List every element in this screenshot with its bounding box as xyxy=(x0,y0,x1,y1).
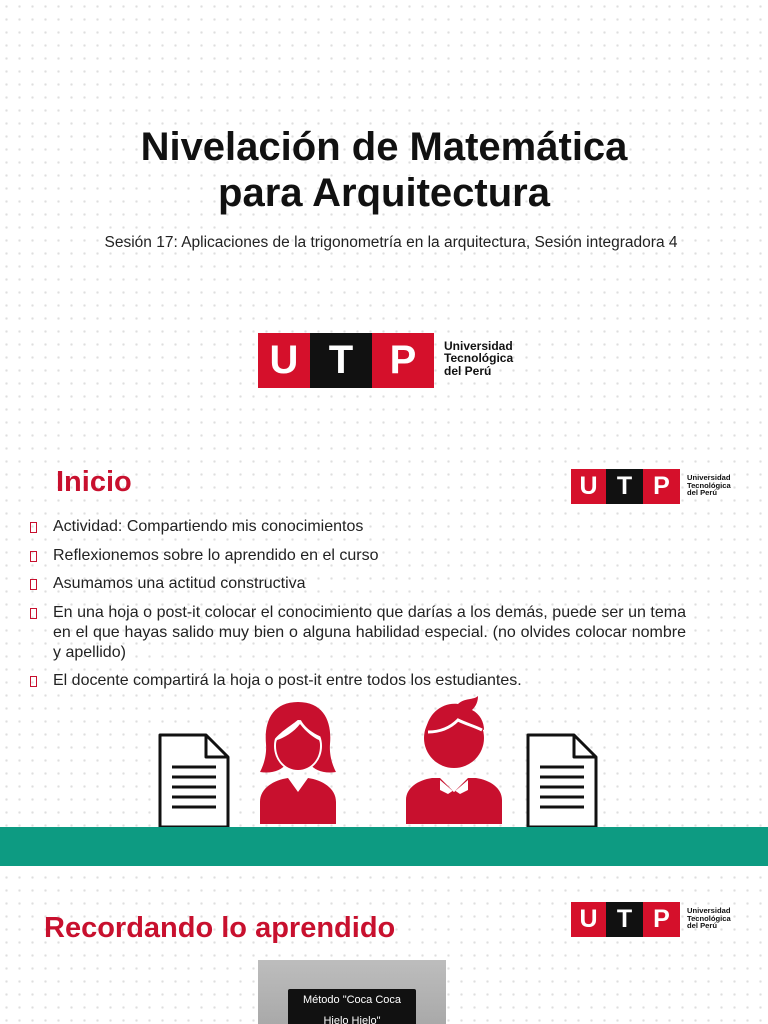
session-subtitle: Sesión 17: Aplicaciones de la trigonometría en la arquitectura, Sesión integradora 4 xyxy=(104,234,678,251)
logo-name-line1: Universidad xyxy=(444,338,513,353)
logo-letter-u: U xyxy=(258,333,310,388)
list-item xyxy=(30,671,686,691)
section-heading-inicio: Inicio xyxy=(56,466,132,498)
list-item xyxy=(30,517,686,537)
list-item-text: El docente compartirá la hoja o post-it entre todos los estudiantes. xyxy=(53,672,522,689)
bullet-icon xyxy=(30,579,37,590)
course-title-line1: Nivelación de Matemática xyxy=(140,125,628,169)
course-title xyxy=(0,124,768,216)
title-slide xyxy=(0,0,768,430)
logo-name-line2: Tecnológica xyxy=(687,913,731,923)
section-heading-recordando: Recordando lo aprendido xyxy=(44,912,396,944)
slide-divider-band xyxy=(0,827,768,866)
logo-letter-p: P xyxy=(643,902,680,937)
logo-letter-p: P xyxy=(372,333,434,388)
logo-name-line2: Tecnológica xyxy=(687,480,731,490)
list-item-text: Reflexionemos sobre lo aprendido en el curso xyxy=(53,546,379,564)
logo-name-line1: Universidad xyxy=(687,905,731,915)
logo-name-line1: Universidad xyxy=(687,472,731,482)
logo-name-line2: Tecnológica xyxy=(444,351,514,366)
course-title-line2: para Arquitectura xyxy=(218,171,550,215)
logo-university-name xyxy=(687,907,731,931)
logo-letter-t: T xyxy=(606,902,643,937)
logo-letter-u: U xyxy=(571,469,606,504)
bullet-icon xyxy=(30,551,37,562)
logo-letter-p: P xyxy=(643,469,680,504)
logo-name-line3: del Perú xyxy=(687,488,717,498)
list-item-text: Asumamos una actitud constructiva xyxy=(53,575,306,592)
list-item xyxy=(30,574,686,594)
list-item xyxy=(30,603,686,663)
video-caption xyxy=(288,989,416,1024)
bullet-icon xyxy=(30,608,37,619)
activity-list xyxy=(30,517,686,700)
logo-university-name xyxy=(687,474,731,498)
list-item-text: Actividad: Compartiendo mis conocimientos xyxy=(53,518,364,535)
logo-letter-t: T xyxy=(606,469,643,504)
logo-name-line3: del Perú xyxy=(444,363,492,378)
video-caption-line1: Método "Coca Coca xyxy=(302,994,402,1006)
bullet-icon xyxy=(30,676,37,687)
logo-letter-u: U xyxy=(571,902,606,937)
utp-logo xyxy=(571,902,731,937)
woman-avatar-icon xyxy=(242,700,354,828)
list-item-text: En una hoja o post-it colocar el conocimiento que darías a los demás, puede ser un tema en el que hayas salido muy bien o alguna habilidad especial. (no olvides colocar nombre y apellido) xyxy=(53,603,686,661)
bullet-icon xyxy=(30,522,37,533)
document-icon xyxy=(526,733,598,829)
man-avatar-icon xyxy=(404,694,504,828)
video-caption-line2: Hielo Hielo" xyxy=(323,1015,381,1024)
video-thumbnail[interactable] xyxy=(258,960,446,1024)
logo-name-line3: del Perú xyxy=(687,921,717,931)
list-item xyxy=(30,546,686,566)
document-icon xyxy=(158,733,230,829)
utp-logo xyxy=(571,469,731,504)
utp-logo xyxy=(258,333,513,388)
logo-letter-t: T xyxy=(310,333,372,388)
logo-university-name xyxy=(444,340,513,378)
